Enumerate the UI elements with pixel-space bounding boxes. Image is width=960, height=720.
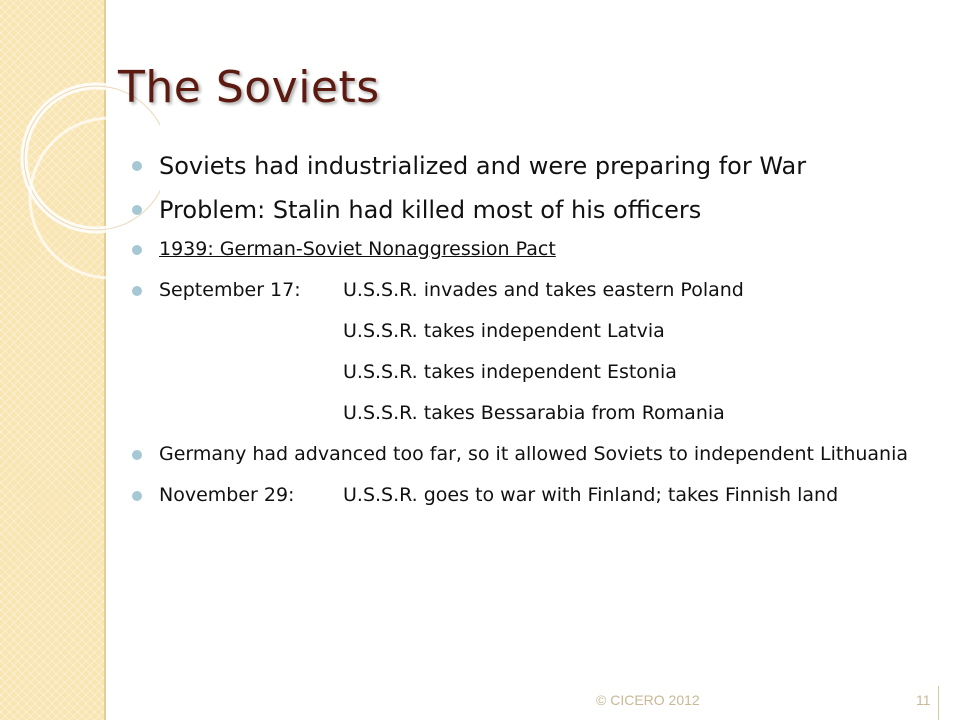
list-item-continuation (132, 402, 922, 425)
list-item (132, 279, 922, 302)
list-item-continuation (132, 361, 922, 384)
list-item (132, 443, 922, 466)
list-item-text: U.S.S.R. takes independent Latvia (343, 320, 665, 342)
list-item-text: U.S.S.R. invades and takes eastern Poland (343, 279, 744, 301)
bullet-dot-icon (132, 205, 142, 215)
bullet-dot-icon (132, 450, 142, 460)
list-item-text: Soviets had industrialized and were preparing for War (159, 152, 807, 180)
footer-copyright: © CICERO 2012 (596, 692, 700, 708)
date-label: November 29: (159, 484, 295, 506)
bullet-dot-icon (132, 161, 142, 171)
list-item (132, 150, 922, 182)
bullet-dot-icon (132, 286, 142, 296)
list-item-text: U.S.S.R. goes to war with Finland; takes Finnish land (343, 484, 839, 506)
slide-number: 11 (916, 692, 931, 708)
bullet-list (132, 150, 922, 525)
list-item-continuation (132, 320, 922, 343)
list-item (132, 238, 922, 261)
list-item (132, 484, 922, 507)
list-item-text: Germany had advanced too far, so it allowed Soviets to independent Lithuania (159, 443, 909, 465)
list-item-text: Problem: Stalin had killed most of his officers (159, 196, 702, 224)
bullet-dot-icon (132, 491, 142, 501)
date-label: September 17: (159, 279, 301, 301)
bullet-dot-icon (132, 245, 142, 255)
list-item-text: U.S.S.R. takes independent Estonia (343, 361, 677, 383)
list-item-text: 1939: German-Soviet Nonaggression Pact (159, 238, 556, 260)
list-item-text: U.S.S.R. takes Bessarabia from Romania (343, 402, 725, 424)
list-item (132, 194, 922, 226)
footer-divider (938, 686, 939, 720)
slide-title: The Soviets (118, 62, 380, 113)
